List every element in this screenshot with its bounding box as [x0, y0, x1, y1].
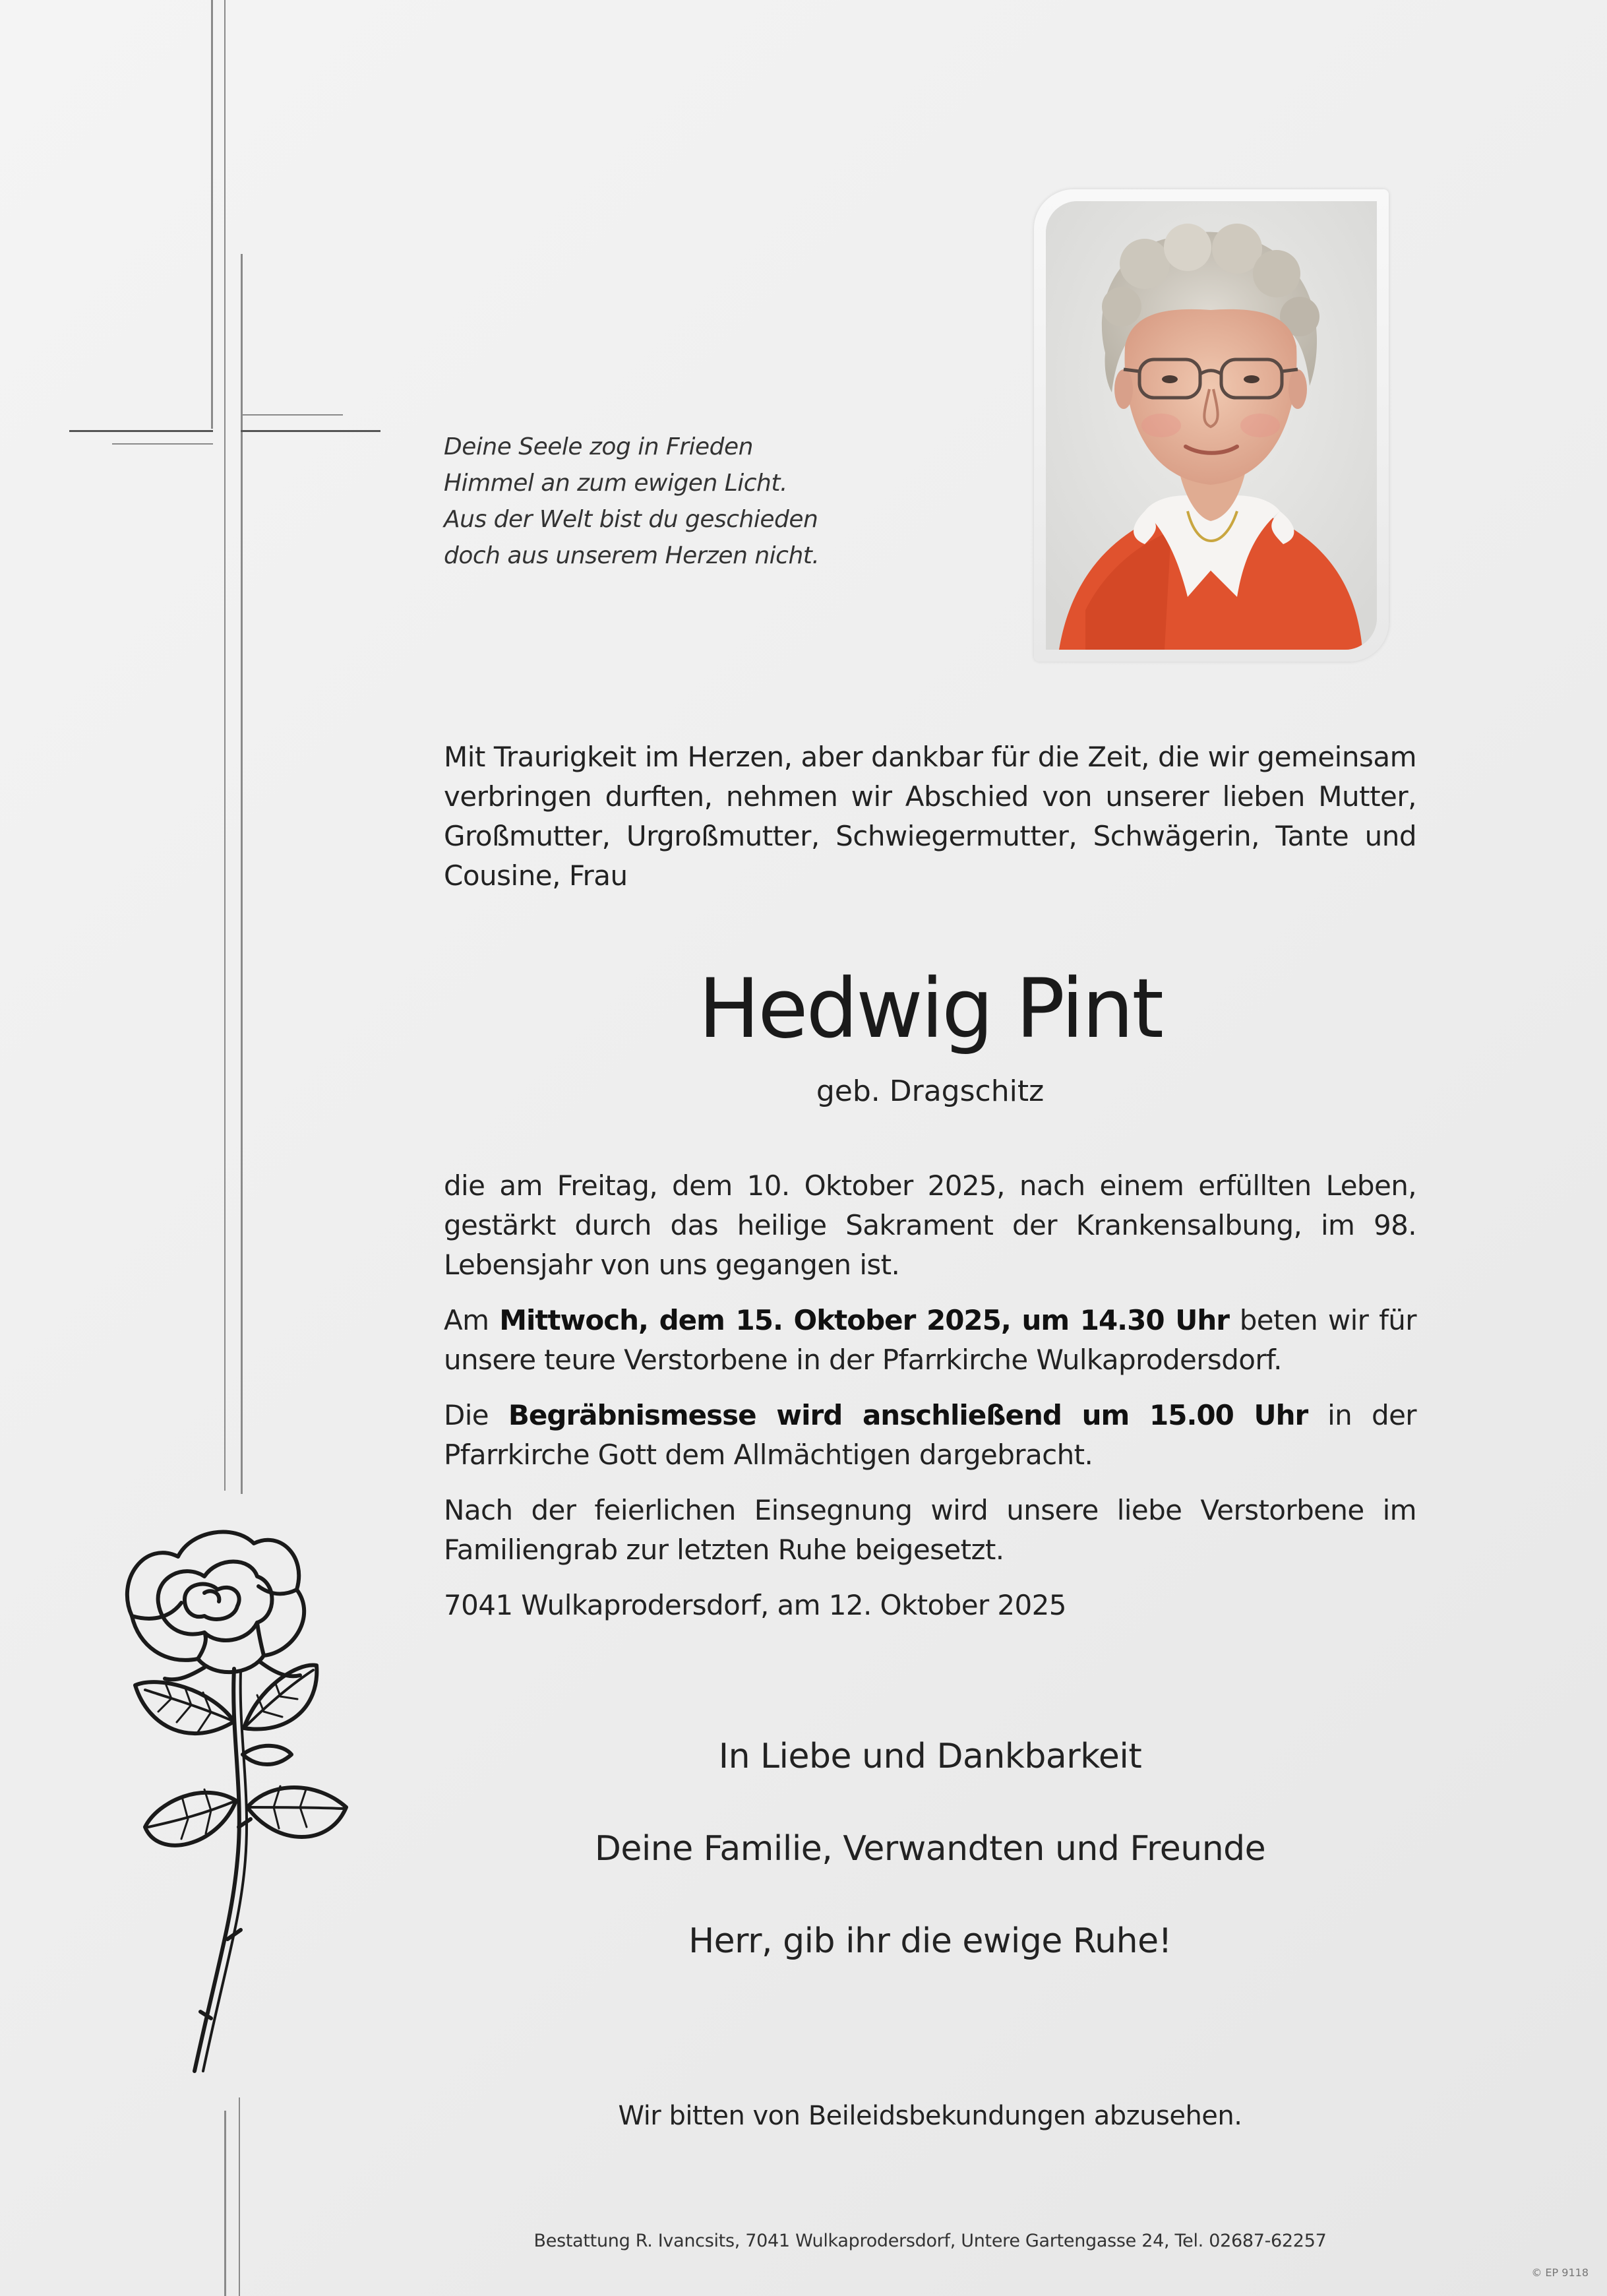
funeral-home-footer: Bestattung R. Ivancsits, 7041 Wulkaprodersdorf, Untere Gartengasse 24, Tel. 02687-62257 — [533, 2231, 1327, 2251]
prayer-paragraph — [444, 1301, 1416, 1380]
mass-time: Begräbnismesse wird anschließend um 15.00 Uhr — [508, 1399, 1308, 1431]
cross-horizontal-bottom-right — [241, 414, 343, 416]
death-notice: die am Freitag, dem 10. Oktober 2025, nach einem erfüllten Leben, gestärkt durch das heilige Sakrament der Krankensalbung, im 98. Lebensjahr von uns gegangen ist. — [444, 1169, 1416, 1281]
prayer-suffix: beten wir für unsere teure Verstorbene in der Pfarrkirche Wulkaprodersdorf. — [444, 1304, 1416, 1376]
cross-vertical-lower-inner — [239, 2097, 240, 2296]
rose-icon — [119, 1517, 382, 2084]
prayer-prefix: Am — [444, 1304, 489, 1336]
cross-horizontal-bottom — [112, 443, 213, 445]
cross-horizontal-top — [69, 430, 213, 432]
place-date: 7041 Wulkaprodersdorf, am 12. Oktober 2025 — [444, 1589, 1066, 1621]
mass-suffix: in der Pfarrkirche Gott dem Allmächtigen dargebracht. — [444, 1399, 1416, 1471]
mass-prefix: Die — [444, 1399, 489, 1431]
poem-line: doch aus unserem Herzen nicht. — [444, 542, 820, 569]
poem-line: Deine Seele zog in Frieden — [444, 433, 753, 460]
intro-text: Mit Traurigkeit im Herzen, aber dankbar für die Zeit, die wir gemeinsam verbringen durften, nehmen wir Abschied von unserer lieben Mutter, Großmutter, Urgroßmutter, Schwiegermutter, Schwägerin, Tante und Cousine, Frau — [444, 741, 1416, 892]
cross-vertical-lower — [224, 2111, 226, 2296]
cross-vertical-left — [211, 0, 213, 429]
poem-line: Himmel an zum ewigen Licht. — [444, 470, 787, 497]
closing-line-2: Deine Familie, Verwandten und Freunde — [594, 1829, 1266, 1869]
poem-line: Aus der Welt bist du geschieden — [444, 506, 818, 533]
deceased-name: Hedwig Pint — [698, 962, 1162, 1057]
print-code: © EP 9118 — [1531, 2266, 1589, 2279]
cross-horizontal-top-right — [241, 430, 380, 432]
prayer-time: Mittwoch, dem 15. Oktober 2025, um 14.30 Uhr — [499, 1304, 1229, 1336]
photo-frame — [1034, 189, 1389, 662]
closing-line-1: In Liebe und Dankbarkeit — [718, 1737, 1142, 1776]
condolence-notice: Wir bitten von Beileidsbekundungen abzusehen. — [618, 2101, 1242, 2131]
cross-vertical-inner — [241, 254, 243, 1494]
cross-vertical-right — [224, 0, 226, 1491]
closing-line-3: Herr, gib ihr die ewige Ruhe! — [688, 1921, 1172, 1961]
poem — [444, 429, 905, 574]
mass-paragraph — [444, 1396, 1416, 1475]
burial-paragraph: Nach der feierlichen Einsegnung wird unsere liebe Verstorbene im Familiengrab zur letzten Ruhe beigesetzt. — [444, 1494, 1416, 1566]
maiden-name: geb. Dragschitz — [816, 1074, 1045, 1108]
portrait-photo-icon — [1046, 201, 1377, 650]
